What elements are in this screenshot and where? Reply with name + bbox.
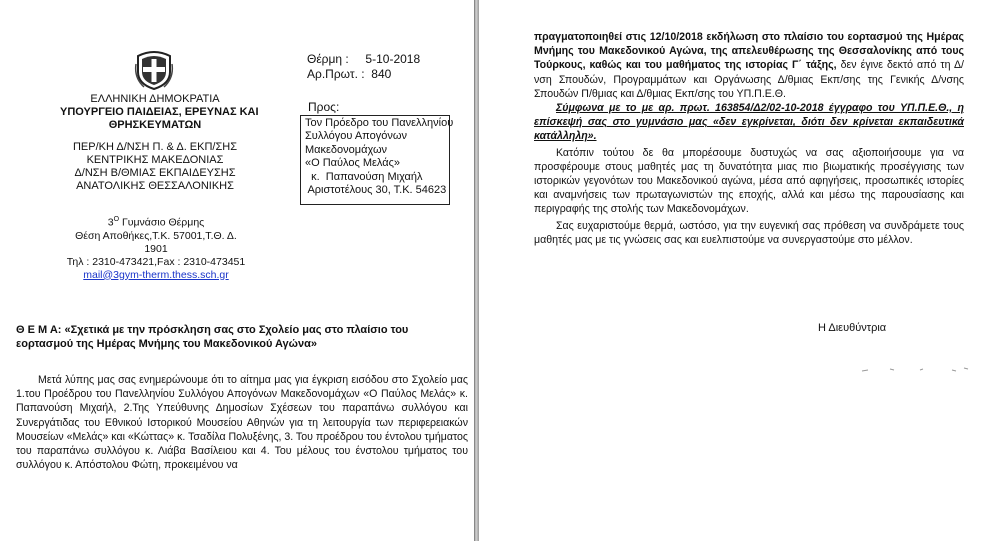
signature-scribble-icon	[860, 364, 970, 374]
recipient-line: «Ο Παύλος Μελάς»	[305, 157, 401, 170]
recipient-line: Αριστοτέλους 30, Τ.Κ. 54623	[305, 184, 447, 197]
subject-text: «Σχετικά με την πρόσκληση σας στο Σχολείο μας στο πλαίσιο του εορτασμού της Ημέρας Μνήμης του Μακεδονικού Αγώνα»	[16, 324, 409, 350]
recipient-line: Συλλόγου Απογόνων	[305, 130, 407, 143]
page-divider	[474, 0, 479, 541]
address-line-2: 1901	[144, 242, 168, 255]
school-info	[66, 213, 246, 282]
date-line: Θέρμη : 5-10-2018	[307, 52, 421, 66]
approval-reference: Σύμφωνα με το με αρ. πρωτ. 163854/Δ2/02-10-2018 έγγραφο του ΥΠ.Π.Ε.Θ., η επίσκεψή σας στο γυμνάσιο μας «δεν εγκρίνεται, διότι δεν κρίνεται εκπαιδευτικά κατάλληλη».	[534, 102, 964, 143]
ministry-header	[60, 93, 259, 193]
header-line: ΕΛΛΗΝΙΚΗ ΔΗΜΟΚΡΑΤΙΑ	[90, 93, 220, 105]
paragraph-regret: Κατόπιν τούτου δε θα μπορέσουμε δυστυχώς να σας αξιοποιήσουμε για να προσφέρουμε στους μαθητές μας τη δυνατότητα μιας πιο βιωματικής προσέγγισης των ιστορικών γεγονότων του Μακεδονικού αγώνα, μέσα από αφηγήσεις, προσωπικές ιστορίες και αναμνήσεις των πρωταγωνιστών της εποχής, αλλά και μέσω της παρουσίασης και περιγραφής της στολής των Μακεδονομάχων.	[534, 146, 964, 216]
recipient-address-box	[300, 115, 454, 205]
protocol-number: Αρ.Πρωτ. : 840	[307, 67, 392, 81]
header-line: ΘΡΗΣΚΕΥΜΑΤΩΝ	[108, 119, 202, 131]
recipient-line: Τον Πρόεδρο του Πανελληνίου	[305, 117, 454, 129]
header-line	[60, 132, 250, 141]
continuation-paragraph	[534, 30, 964, 101]
phone-fax-line: Τηλ : 2310-473421,Fax : 2310-473451	[66, 255, 246, 268]
letter-page-left	[0, 0, 472, 541]
header-line: ΥΠΟΥΡΓΕΙΟ ΠΑΙΔΕΙΑΣ, ΕΡΕΥΝΑΣ ΚΑΙ	[60, 106, 259, 118]
recipient-line: κ. Παπανούση Μιχαήλ	[305, 170, 423, 183]
paragraph-thanks: Σας ευχαριστούμε θερμά, ωστόσο, για την ευγενική σας πρόθεση να συνδράμετε τους μαθητές μας με τις γνώσεις σας και ευελπιστούμε να συνεργαστούμε στο μέλλον.	[534, 219, 964, 246]
header-line: ΚΕΝΤΡΙΚΗΣ ΜΑΚΕΔΟΝΙΑΣ	[86, 154, 224, 166]
signature-title: Η Διευθύντρια	[818, 322, 887, 334]
header-line: ΑΝΑΤΟΛΙΚΗΣ ΘΕΣΣΑΛΟΝΙΚΗΣ	[76, 180, 234, 192]
letter-body-left	[16, 373, 468, 472]
email-link[interactable]: mail@3gym-therm.thess.sch.gr	[83, 268, 229, 281]
recipient-line: Μακεδονομάχων	[305, 143, 388, 156]
school-name: $3^O$ Γυμνάσιο Θέρμης	[107, 216, 205, 229]
subject-line	[16, 323, 466, 351]
to-label: Προς:	[308, 100, 340, 114]
continuation-bold: πραγματοποιηθεί στις 12/10/2018 εκδήλωση στο πλαίσιο του εορτασμού της Ημέρας Μνήμης του Μακεδονικού Αγώνα, της απελευθέρωσης της Θεσσαλονίκης από τους Τούρκους, καθώς και του μαθήματος της ιστορίας Γ΄ τάξης,	[534, 31, 964, 72]
body-paragraph: Μετά λύπης μας σας ενημερώνουμε ότι το αίτημα μας για έγκριση εισόδου στο Σχολείο μας 1.του Προέδρου του Πανελληνίου Συλλόγου Απογόνων Μακεδονομάχων «Ο Παύλος Μελάς» κ. Παπανούση Μιχαήλ, 2.Της Υπεύθυνης Δημοσίων Σχέσεων του παραπάνω συλλόγου και Συνεργάτιδας του Εθνικού Ιστορικού Μουσείου Αθηνών για τη λειτουργία των περιφερειακών Μουσείων «Μελάς» και «Κώττας» κ. Τσαδίλα Πολυξένης, 3. Του προέδρου του έντολου τμήματος του παραπάνω συλλόγου κ. Λιάβα Βασίλειου και 4. Του μέλους του ένστολου τμήματος του συλλόγου κ. Απόστολου Φώτη, προκειμένου να	[16, 374, 468, 472]
subject-label: Θ Ε Μ Α:	[16, 324, 62, 336]
greek-coat-of-arms-icon	[134, 50, 174, 90]
address-line: Θέση Αποθήκες,Τ.Κ. 57001,Τ.Θ. Δ.	[75, 229, 237, 242]
continuation-normal: δεν έγινε δεκτό από τη Δ/νση Σπουδών, Προγραμμάτων και Οργάνωσης Δ/θμιας Εκπ/σης της Γενικής Δ/νσης Σπουδών Π/θμιας και Δ/θμιας Εκπ/σης του ΥΠ.Π.Ε.Θ.	[534, 59, 964, 100]
header-line: Δ/ΝΣΗ Β/ΘΜΙΑΣ ΕΚΠΑΙΔΕΥΣΗΣ	[74, 167, 236, 179]
header-line: ΠΕΡ/ΚΗ Δ/ΝΣΗ Π. & Δ. ΕΚΠ/ΣΗΣ	[72, 141, 238, 153]
letter-body-right	[534, 30, 964, 247]
reference-block	[307, 52, 420, 82]
